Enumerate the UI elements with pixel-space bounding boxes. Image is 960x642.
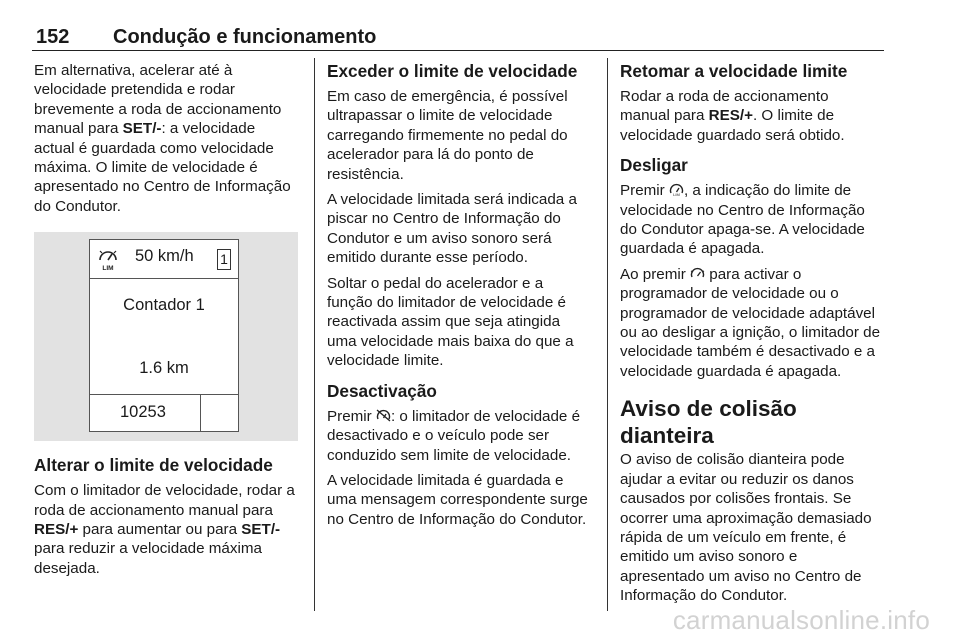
speed-limiter-lim-icon — [96, 246, 120, 272]
column-divider-2 — [607, 58, 608, 611]
heading-desligar: Desligar — [620, 155, 688, 176]
trip-label: Contador 1 — [123, 296, 205, 315]
cruise-cancel-icon — [376, 409, 391, 422]
column-divider-1 — [314, 58, 315, 611]
display-top-row — [90, 240, 238, 279]
paragraph-desactivacao: Premir : o limitador de velocidade é desactivado e o veículo pode ser conduzido sem limite de velocidade. — [327, 407, 581, 464]
paragraph-guardada: A velocidade limitada é guardada e uma mensagem correspondente surge no Centro de Informação do Condutor. — [327, 471, 588, 528]
paragraph-set-speed: Em alternativa, acelerar até à velocidade pretendida e rodar brevemente a roda de accionamento manual para SET/-: a velocidade actual é guardada como velocidade máxima. O limite de velocidade é apresentado no Centro de Informação do Condutor. — [34, 62, 291, 215]
watermark: carmanualsonline.info — [672, 605, 930, 635]
heading-exceder-limite: Exceder o limite de velocidade — [327, 61, 578, 81]
limit-speed-value: 50 km/h — [135, 247, 194, 266]
page-number: 152 — [36, 26, 70, 48]
heading-aviso-colisao: Aviso de colisão dianteira — [620, 396, 797, 449]
paragraph-desligar-2: Ao premir para activar o programador de velocidade ou o programador de velocidade adaptável ou ao desligar a ignição, o limitador de velocidade também é desactivado e a velocidade guardada é apagada. — [620, 265, 881, 380]
page-header — [32, 28, 884, 51]
trip-value: 1.6 km — [139, 359, 189, 378]
paragraph-alterar: Com o limitador de velocidade, rodar a roda de accionamento manual para RES/+ para aumentar ou para SET/- para reduzir a velocidade máxima desejada. — [34, 482, 295, 577]
paragraph-aviso-colisao: O aviso de colisão dianteira pode ajudar a evitar ou reduzir os danos causados por colisões frontais. Se ocorrer uma aproximação demasiado rápida de um veículo em frente, é emitido um aviso sonoro e apresentado um aviso no Centro de Informação do Condutor. — [620, 451, 872, 605]
paragraph-retomar: Rodar a roda de accionamento manual para RES/+. O limite de velocidade guardado será obtido. — [620, 88, 845, 144]
paragraph-exceder-2: A velocidade limitada será indicada a piscar no Centro de Informação do Condutor e um aviso sonoro será emitido durante esse período. — [327, 191, 577, 267]
column-2 — [327, 61, 589, 535]
display-bottom-row — [90, 395, 238, 431]
column-3 — [620, 61, 882, 612]
instrument-cluster-figure — [34, 232, 298, 441]
driver-info-display — [89, 239, 239, 432]
odometer-value: 10253 — [120, 403, 166, 422]
heading-alterar-limite: Alterar o limite de velocidade — [34, 455, 273, 476]
heading-retomar: Retomar a velocidade limite — [620, 61, 848, 81]
display-middle — [90, 279, 238, 395]
position-indicator: 1 — [217, 249, 231, 270]
paragraph-desligar-1: Premir LIM , a indicação do limite de velocidade no Centro de Informação do Condutor apaga-se. A velocidade guardada é apagada. — [620, 182, 865, 258]
heading-desactivacao: Desactivação — [327, 380, 437, 401]
chapter-title: Condução e funcionamento — [113, 26, 377, 48]
column-1 — [34, 61, 296, 584]
speed-limiter-icon — [669, 183, 684, 196]
cruise-control-icon — [690, 267, 705, 280]
svg-text:LIM: LIM — [102, 265, 114, 273]
paragraph-exceder-3: Soltar o pedal do acelerador e a função do limitador de velocidade é reactivada assim que seja atingida uma velocidade mais baixa do que a velocidade limite. — [327, 274, 574, 370]
svg-text:LIM: LIM — [673, 192, 680, 197]
paragraph-exceder-1: Em caso de emergência, é possível ultrapassar o limite de velocidade carregando firmemente no pedal do acelerador para lá do ponto de resistência. — [327, 88, 568, 183]
